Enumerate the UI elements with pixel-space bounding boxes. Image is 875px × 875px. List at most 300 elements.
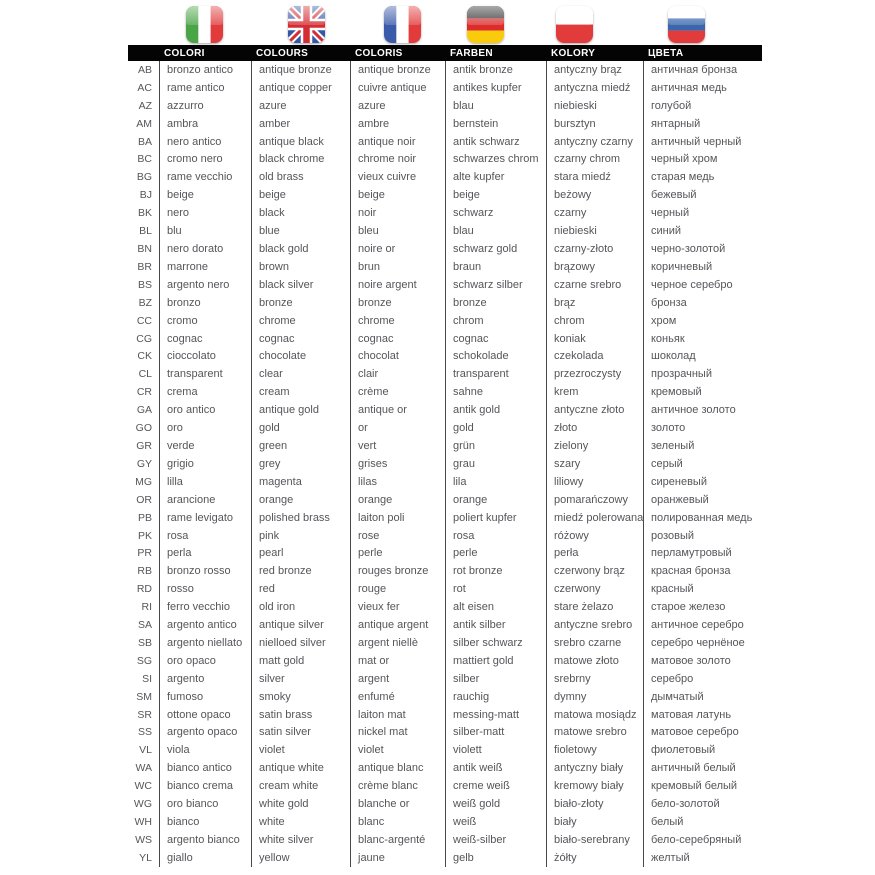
color-name-polish: srebrny [546,670,643,688]
color-name-english: cream white [251,777,350,795]
table-row [128,544,762,562]
table-row [128,527,762,545]
color-name-french: jaune [350,849,445,867]
color-name-polish: antyczna miedź [546,79,643,97]
color-name-german: perle [445,544,546,562]
color-code: GO [135,422,152,435]
color-name-italian: crema [159,383,251,401]
color-code: SR [137,708,152,721]
color-name-french: beige [350,186,445,204]
color-name-german: blau [445,222,546,240]
color-name-polish: brąz [546,294,643,312]
table-row [128,670,762,688]
table-row [128,831,762,849]
table-row [128,294,762,312]
table-row [128,186,762,204]
color-name-english: cognac [251,330,350,348]
poland-flag-icon [556,6,593,43]
color-name-english: magenta [251,473,350,491]
color-name-german: rot bronze [445,562,546,580]
color-name-french: orange [350,491,445,509]
color-name-polish: stara miedź [546,168,643,186]
color-name-italian: cognac [159,330,251,348]
color-code: CC [136,314,152,327]
color-name-russian: золото [643,419,762,437]
color-code: SG [136,654,152,667]
color-name-russian: коричневый [643,258,762,276]
color-name-russian: перламутровый [643,544,762,562]
table-row [128,312,762,330]
color-code: SS [137,726,152,739]
color-name-english: gold [251,419,350,437]
color-name-french: enfumé [350,688,445,706]
color-name-polish: stare żelazo [546,598,643,616]
color-name-english: bronze [251,294,350,312]
color-code: RI [141,601,152,614]
color-name-german: schokolade [445,348,546,366]
color-name-polish: przezroczysty [546,365,643,383]
color-code: WS [135,833,152,846]
color-name-english: violet [251,741,350,759]
color-name-english: black gold [251,240,350,258]
table-row [128,473,762,491]
color-name-english: old iron [251,598,350,616]
color-name-polish: koniak [546,330,643,348]
color-name-russian: сиреневый [643,473,762,491]
color-name-french: antique blanc [350,759,445,777]
color-name-italian: nero dorato [159,240,251,258]
color-name-italian: argento nero [159,276,251,294]
color-name-russian: янтарный [643,115,762,133]
table-row [128,724,762,742]
color-name-german: poliert kupfer [445,509,546,527]
italy-flag-icon [186,6,223,43]
color-name-polish: matowe złoto [546,652,643,670]
color-name-english: brown [251,258,350,276]
color-name-english: white silver [251,831,350,849]
color-name-german: beige [445,186,546,204]
color-name-german: rot [445,580,546,598]
color-name-french: chrome [350,312,445,330]
color-code: GA [136,404,152,417]
color-name-russian: шоколад [643,348,762,366]
color-name-english: white [251,813,350,831]
color-name-french: argent [350,670,445,688]
color-name-german: weiß-silber [445,831,546,849]
color-name-polish: czarne srebro [546,276,643,294]
color-code: WC [134,780,152,793]
table-row [128,61,762,79]
color-name-russian: синий [643,222,762,240]
table-row [128,151,762,169]
color-name-italian: bianco crema [159,777,251,795]
color-code: BG [136,171,152,184]
color-name-italian: oro bianco [159,795,251,813]
table-row [128,580,762,598]
color-table [128,45,762,867]
color-name-french: bleu [350,222,445,240]
color-name-french: antique noir [350,133,445,151]
color-name-french: blanc [350,813,445,831]
color-name-polish: czerwony brąz [546,562,643,580]
table-row [128,383,762,401]
color-name-english: nielloed silver [251,634,350,652]
color-name-english: old brass [251,168,350,186]
color-code: CG [136,332,152,345]
column-header-english: COLOURS [256,47,309,59]
color-name-german: creme weiß [445,777,546,795]
color-name-italian: cromo nero [159,151,251,169]
color-name-french: laiton mat [350,706,445,724]
color-name-english: white gold [251,795,350,813]
color-code: SA [137,619,152,632]
color-code: OR [136,493,152,506]
color-name-english: antique bronze [251,61,350,79]
table-row [128,634,762,652]
table-row [128,240,762,258]
color-name-french: blanc-argenté [350,831,445,849]
table-row [128,706,762,724]
color-code: SB [137,636,152,649]
color-name-english: pearl [251,544,350,562]
color-name-russian: хром [643,312,762,330]
color-name-french: violet [350,741,445,759]
color-name-french: bronze [350,294,445,312]
color-name-french: nickel mat [350,724,445,742]
color-name-polish: czarny [546,204,643,222]
color-code: BJ [139,189,152,202]
color-name-german: grün [445,437,546,455]
color-name-french: cuivre antique [350,79,445,97]
color-name-german: blau [445,97,546,115]
color-name-italian: oro antico [159,401,251,419]
color-name-french: vert [350,437,445,455]
color-name-polish: biały [546,813,643,831]
color-name-italian: lilla [159,473,251,491]
color-name-italian: verde [159,437,251,455]
color-name-french: azure [350,97,445,115]
color-name-russian: бело-золотой [643,795,762,813]
color-name-german: antik bronze [445,61,546,79]
column-header-german: FARBEN [450,47,493,59]
color-name-polish: biało-złoty [546,795,643,813]
color-name-polish: matowe srebro [546,724,643,742]
color-name-polish: antyczny biały [546,759,643,777]
color-name-russian: черный [643,204,762,222]
color-name-polish: bursztyn [546,115,643,133]
color-name-french: rouge [350,580,445,598]
color-name-german: braun [445,258,546,276]
france-flag-icon [384,6,421,43]
color-name-english: antique silver [251,616,350,634]
color-name-english: black chrome [251,151,350,169]
color-code: RD [136,583,152,596]
color-name-russian: прозрачный [643,365,762,383]
germany-flag-icon [467,6,504,43]
color-name-polish: czekolada [546,348,643,366]
color-name-polish: szary [546,455,643,473]
color-name-english: silver [251,670,350,688]
color-name-russian: матовая латунь [643,706,762,724]
color-name-italian: transparent [159,365,251,383]
color-name-russian: матовое серебро [643,724,762,742]
table-row [128,79,762,97]
table-row [128,741,762,759]
color-name-english: red [251,580,350,598]
color-name-english: pink [251,527,350,545]
color-name-english: beige [251,186,350,204]
color-name-french: noir [350,204,445,222]
color-name-german: orange [445,491,546,509]
color-name-polish: różowy [546,527,643,545]
color-name-german: antik gold [445,401,546,419]
color-name-italian: rame antico [159,79,251,97]
table-row [128,222,762,240]
color-name-russian: серебро [643,670,762,688]
color-name-french: cognac [350,330,445,348]
color-name-english: red bronze [251,562,350,580]
color-name-italian: rosso [159,580,251,598]
color-name-french: ambre [350,115,445,133]
color-name-german: bronze [445,294,546,312]
color-name-english: blue [251,222,350,240]
color-name-french: vieux fer [350,598,445,616]
color-code: BZ [138,296,152,309]
uk-flag-icon [288,6,325,43]
color-name-polish: kremowy biały [546,777,643,795]
color-name-russian: черное серебро [643,276,762,294]
color-name-italian: argento opaco [159,724,251,742]
table-row [128,652,762,670]
color-name-french: grises [350,455,445,473]
color-name-german: bernstein [445,115,546,133]
color-code: AC [137,81,152,94]
color-code: BS [137,278,152,291]
color-name-french: argent niellè [350,634,445,652]
color-name-english: orange [251,491,350,509]
table-row [128,598,762,616]
color-name-russian: кремовый [643,383,762,401]
color-name-english: polished brass [251,509,350,527]
table-row [128,455,762,473]
color-name-polish: czarny chrom [546,151,643,169]
color-name-english: chrome [251,312,350,330]
color-name-russian: античный белый [643,759,762,777]
table-row [128,348,762,366]
color-name-italian: bronzo [159,294,251,312]
color-name-italian: grigio [159,455,251,473]
color-name-polish: beżowy [546,186,643,204]
color-name-german: weiß [445,813,546,831]
color-code: VL [139,744,152,757]
color-code: PK [137,529,152,542]
color-name-italian: rame vecchio [159,168,251,186]
color-name-english: antique white [251,759,350,777]
column-header-polish: KOLORY [551,47,596,59]
color-code: WG [133,798,152,811]
table-row [128,688,762,706]
color-name-italian: arancione [159,491,251,509]
color-name-english: clear [251,365,350,383]
color-name-polish: krem [546,383,643,401]
color-name-italian: perla [159,544,251,562]
table-row [128,437,762,455]
color-name-russian: античное серебро [643,616,762,634]
color-name-german: violett [445,741,546,759]
color-name-german: schwarz [445,204,546,222]
color-code: GY [136,457,152,470]
table-row [128,97,762,115]
table-row [128,115,762,133]
color-name-russian: античная медь [643,79,762,97]
color-name-german: gold [445,419,546,437]
color-name-russian: бежевый [643,186,762,204]
color-name-polish: czerwony [546,580,643,598]
color-name-russian: черный хром [643,151,762,169]
color-name-polish: biało-serebrany [546,831,643,849]
color-name-polish: złoto [546,419,643,437]
color-name-italian: marrone [159,258,251,276]
color-name-french: clair [350,365,445,383]
color-name-russian: черно-золотой [643,240,762,258]
table-row [128,813,762,831]
color-code: GR [136,439,152,452]
color-name-german: messing-matt [445,706,546,724]
color-name-german: antik weiß [445,759,546,777]
color-name-italian: bronzo antico [159,61,251,79]
table-row [128,491,762,509]
color-name-english: antique black [251,133,350,151]
color-name-german: gelb [445,849,546,867]
color-name-french: blanche or [350,795,445,813]
color-name-french: or [350,419,445,437]
color-name-russian: серебро чернёное [643,634,762,652]
color-code: BA [137,135,152,148]
color-name-russian: серый [643,455,762,473]
color-name-german: silber-matt [445,724,546,742]
table-row [128,509,762,527]
color-name-french: vieux cuivre [350,168,445,186]
color-name-russian: бело-серебряный [643,831,762,849]
color-name-german: silber [445,670,546,688]
color-name-russian: оранжевый [643,491,762,509]
column-header-french: COLORIS [355,47,403,59]
color-name-italian: azzurro [159,97,251,115]
color-name-polish: pomarańczowy [546,491,643,509]
color-name-english: grey [251,455,350,473]
color-name-english: satin silver [251,724,350,742]
color-code: BR [137,260,152,273]
color-name-german: silber schwarz [445,634,546,652]
color-name-german: cognac [445,330,546,348]
color-code: SI [142,672,152,685]
table-header-bar [128,45,762,61]
color-name-polish: niebieski [546,97,643,115]
color-name-german: rosa [445,527,546,545]
color-name-russian: античная бронза [643,61,762,79]
color-name-german: transparent [445,365,546,383]
color-name-german: weiß gold [445,795,546,813]
color-name-german: rauchig [445,688,546,706]
color-code: BK [137,207,152,220]
color-name-italian: rosa [159,527,251,545]
color-name-polish: zielony [546,437,643,455]
color-name-german: sahne [445,383,546,401]
color-name-german: schwarz silber [445,276,546,294]
color-name-italian: cioccolato [159,348,251,366]
color-name-english: black [251,204,350,222]
color-name-russian: голубой [643,97,762,115]
color-name-polish: dymny [546,688,643,706]
color-name-english: azure [251,97,350,115]
color-name-polish: antyczne złoto [546,401,643,419]
color-name-russian: античное золото [643,401,762,419]
color-name-english: cream [251,383,350,401]
color-name-russian: розовый [643,527,762,545]
table-row [128,795,762,813]
color-name-german: schwarzes chrom [445,151,546,169]
color-name-italian: cromo [159,312,251,330]
color-name-polish: czarny-złoto [546,240,643,258]
color-code: BN [137,243,152,256]
color-name-polish: srebro czarne [546,634,643,652]
color-name-russian: дымчатый [643,688,762,706]
color-code: AB [137,63,152,76]
color-name-polish: żółty [546,849,643,867]
table-row [128,616,762,634]
color-name-german: antik silber [445,616,546,634]
color-name-english: antique copper [251,79,350,97]
table-row [128,276,762,294]
color-name-italian: ferro vecchio [159,598,251,616]
table-row [128,133,762,151]
color-name-german: schwarz gold [445,240,546,258]
color-name-russian: фиолетовый [643,741,762,759]
color-name-german: chrom [445,312,546,330]
color-name-english: amber [251,115,350,133]
color-code: MG [135,475,152,488]
color-name-polish: antyczne srebro [546,616,643,634]
color-name-russian: кремовый белый [643,777,762,795]
color-name-french: chocolat [350,348,445,366]
color-name-italian: nero antico [159,133,251,151]
color-name-russian: красная бронза [643,562,762,580]
color-name-german: antikes kupfer [445,79,546,97]
color-name-french: crème [350,383,445,401]
color-name-italian: argento bianco [159,831,251,849]
color-name-russian: бронза [643,294,762,312]
color-name-french: crème blanc [350,777,445,795]
color-name-english: black silver [251,276,350,294]
table-row [128,401,762,419]
color-name-english: matt gold [251,652,350,670]
color-name-french: rouges bronze [350,562,445,580]
color-name-french: antique or [350,401,445,419]
color-name-russian: старое железо [643,598,762,616]
column-header-russian: ЦВЕТА [648,47,684,59]
table-row [128,168,762,186]
color-code: PB [137,511,152,524]
color-name-german: alte kupfer [445,168,546,186]
color-code: WA [135,762,152,775]
table-row [128,365,762,383]
color-code: BL [139,225,152,238]
color-name-russian: красный [643,580,762,598]
color-name-polish: antyczny brąz [546,61,643,79]
color-name-russian: античный черный [643,133,762,151]
color-name-italian: argento [159,670,251,688]
table-row [128,204,762,222]
